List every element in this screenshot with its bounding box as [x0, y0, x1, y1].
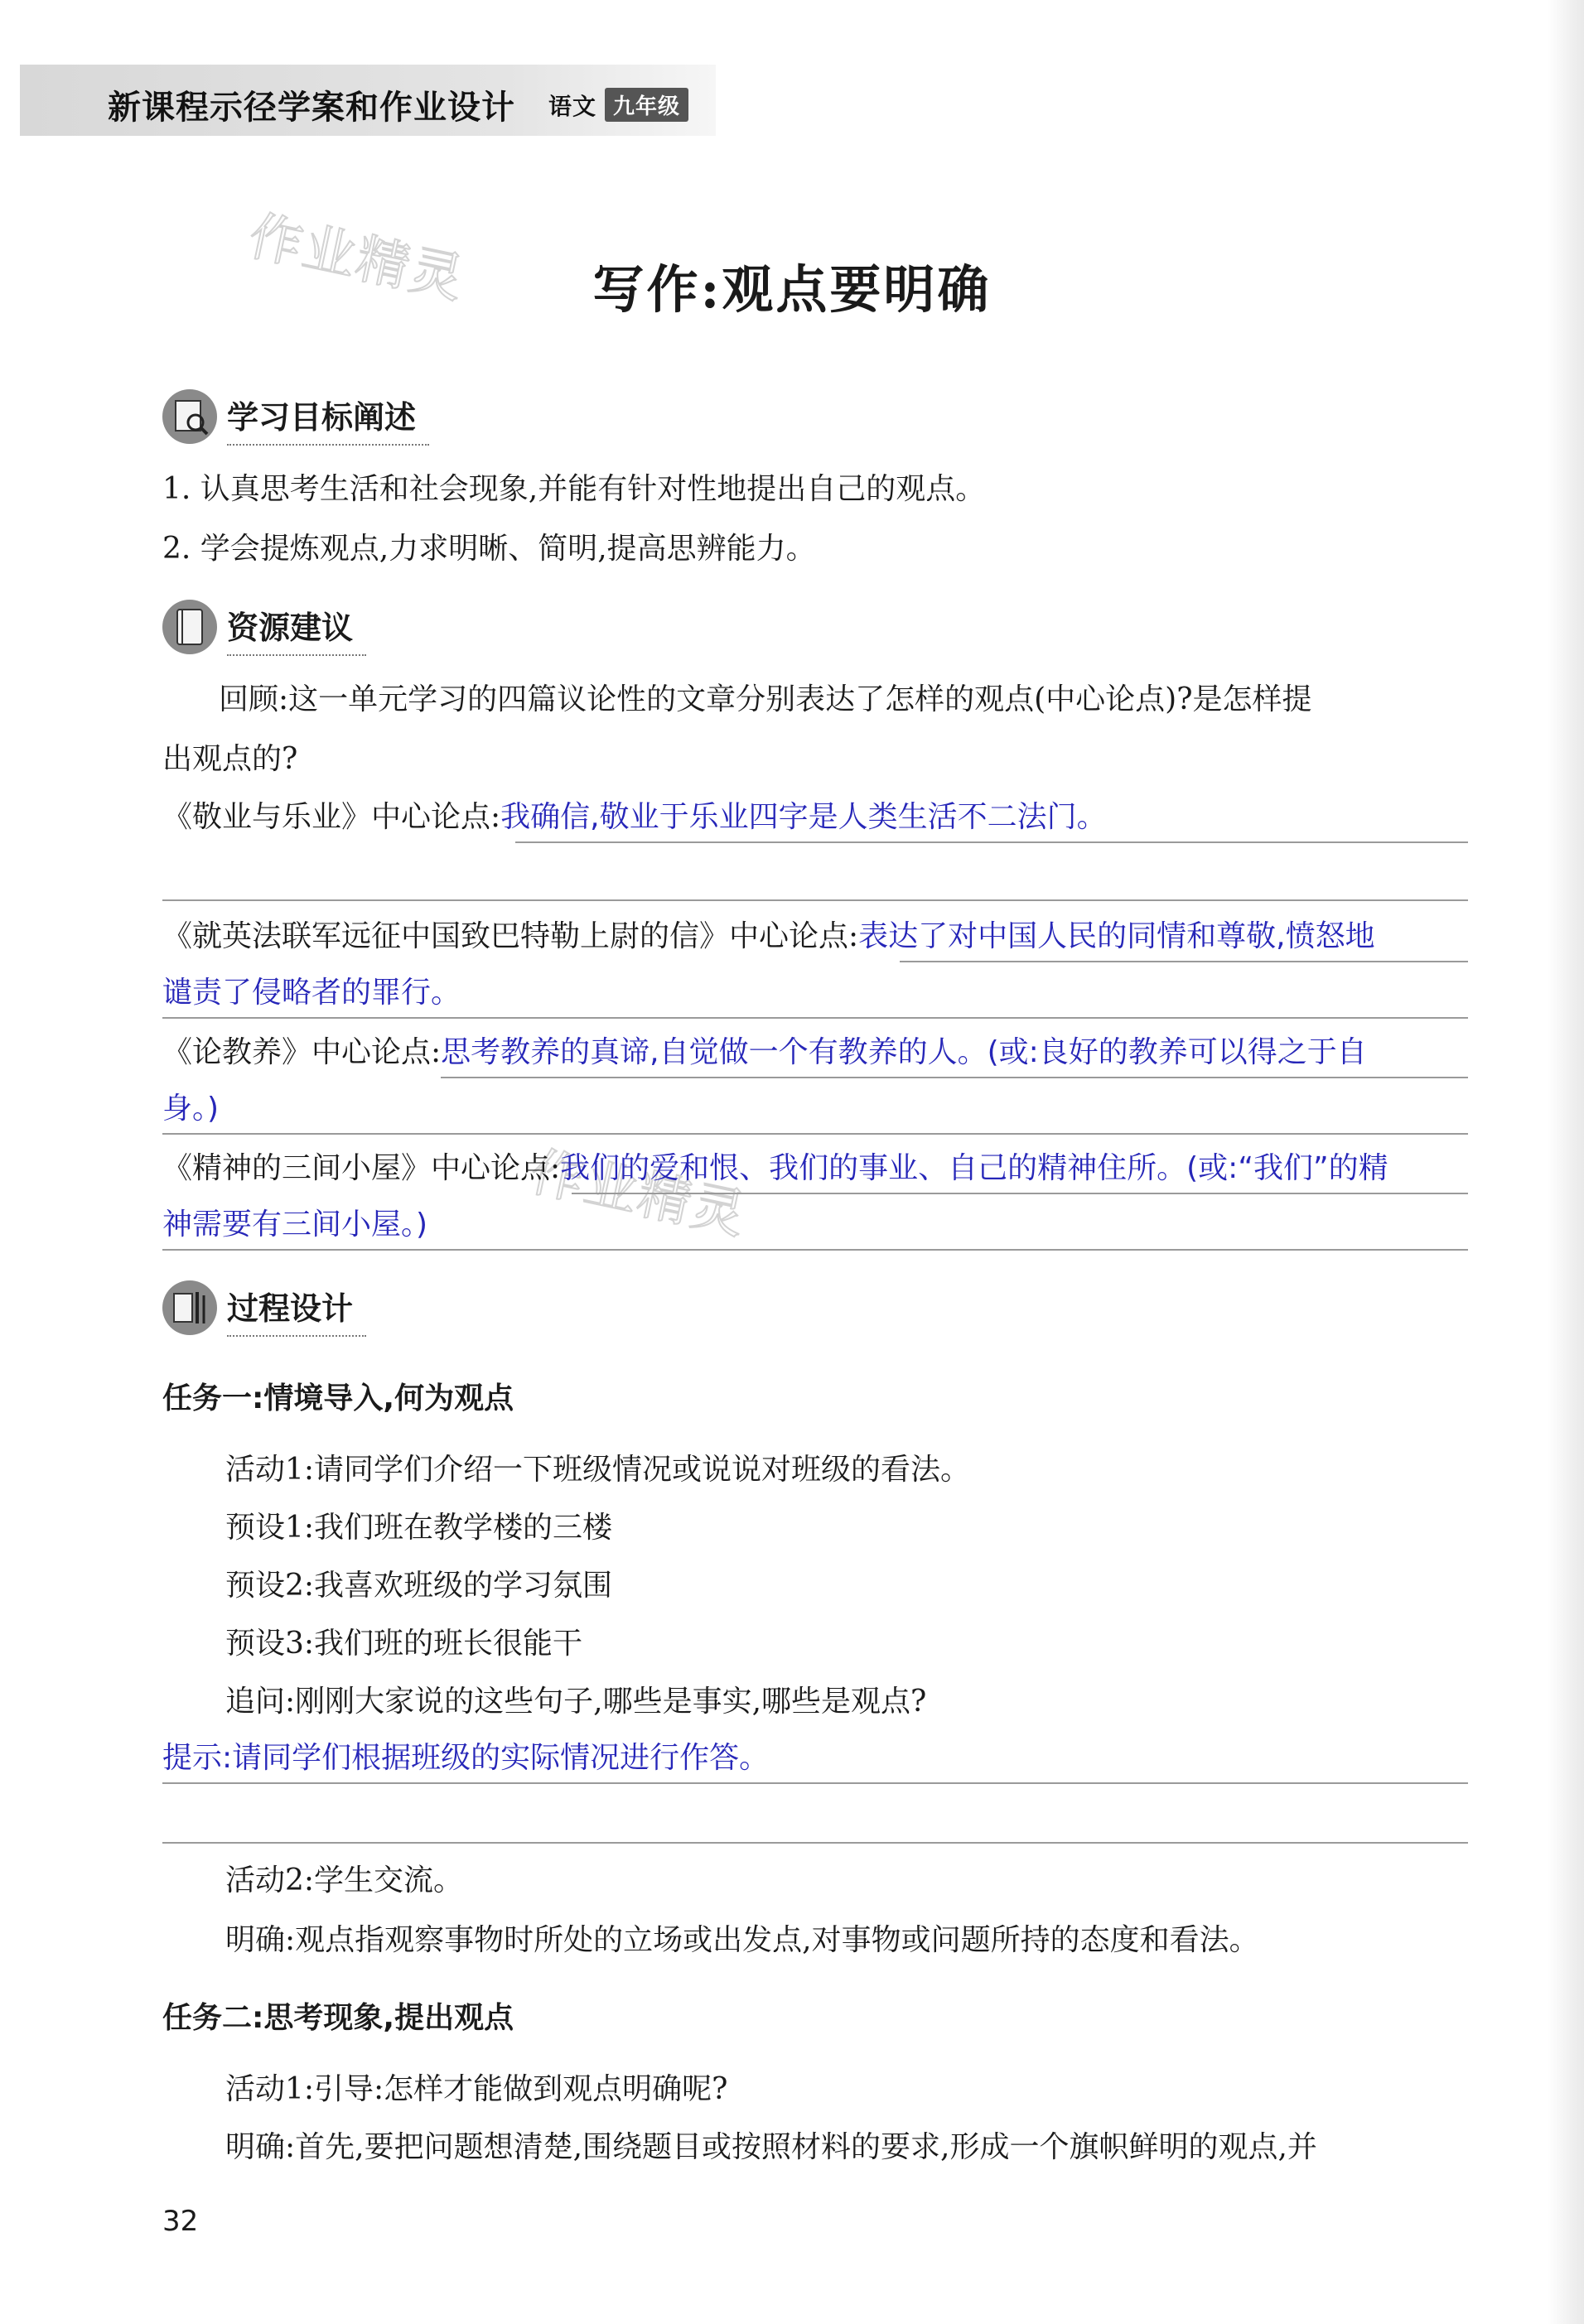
- answer-underline: [162, 899, 1468, 901]
- entry-answer-cont: 谴责了侵略者的罪行。: [162, 976, 461, 1010]
- book-title: 新课程示径学案和作业设计: [108, 89, 515, 127]
- answer-underline: [572, 1193, 1468, 1194]
- goal-item: 2. 学会提炼观点,力求明晰、简明,提高思辨能力。: [162, 532, 816, 566]
- preset-line: 预设2:我喜欢班级的学习氛围: [225, 1569, 613, 1603]
- tools-icon: [162, 1280, 217, 1335]
- answer-underline: [162, 1782, 1468, 1784]
- clarify-line: 明确:首先,要把问题想清楚,围绕题目或按照材料的要求,形成一个旗帜鲜明的观点,并: [225, 2130, 1317, 2164]
- entry-answer-cont: 神需要有三间小屋。): [162, 1208, 428, 1242]
- clarify-line: 明确:观点指观察事物时所处的立场或出发点,对事物或问题所持的态度和看法。: [225, 1923, 1259, 1957]
- section-heading-process: [162, 1280, 353, 1335]
- argument-entry: [162, 798, 1107, 837]
- watermark-logo: 作业精灵: [243, 205, 471, 311]
- subject-label: 语文: [548, 92, 597, 120]
- task-title: 任务二:思考现象,提出观点: [162, 2001, 514, 2035]
- argument-entry: [162, 1034, 1367, 1073]
- entry-label: 《就英法联军远征中国致巴特勒上尉的信》中心论点:: [162, 919, 859, 953]
- entry-label: 《精神的三间小屋》中心论点:: [162, 1151, 561, 1185]
- section-title: 资源建议: [227, 602, 353, 653]
- activity-line: 活动1:引导:怎样才能做到观点明确呢?: [225, 2072, 728, 2106]
- question-line: 追问:刚刚大家说的这些句子,哪些是事实,哪些是观点?: [225, 1685, 927, 1719]
- preset-line: 预设1:我们班在教学楼的三楼: [225, 1511, 613, 1545]
- activity-line: 活动1:请同学们介绍一下班级情况或说说对班级的看法。: [225, 1453, 971, 1487]
- activity-line: 活动2:学生交流。: [225, 1864, 464, 1897]
- answer-underline: [162, 1017, 1468, 1019]
- book-icon: [162, 600, 217, 654]
- answer-underline: [900, 961, 1468, 962]
- section-heading-goals: [162, 389, 416, 444]
- running-header: [108, 81, 688, 128]
- entry-answer: 思考教养的真谛,自觉做一个有教养的人。(或:良好的教养可以得之于自: [441, 1035, 1367, 1069]
- argument-entry: [162, 918, 1375, 957]
- entry-label: 《敬业与乐业》中心论点:: [162, 800, 501, 834]
- page-title: 写作:观点要明确: [592, 259, 992, 320]
- preset-line: 预设3:我们班的班长很能干: [225, 1627, 583, 1661]
- entry-label: 《论教养》中心论点:: [162, 1035, 442, 1069]
- answer-underline: [515, 841, 1468, 843]
- resources-intro: 回顾:这一单元学习的四篇议论性的文章分别表达了怎样的观点(中心论点)?是怎样提: [219, 682, 1312, 716]
- entry-answer: 我确信,敬业于乐业四字是人类生活不二法门。: [500, 800, 1107, 834]
- grade-badge: 九年级: [605, 88, 688, 122]
- watermark-logo: 作业精灵: [524, 1141, 752, 1247]
- page-number: 32: [162, 2205, 199, 2238]
- entry-answer: 我们的爱和恨、我们的事业、自己的精神住所。(或:“我们”的精: [560, 1151, 1388, 1185]
- entry-answer: 表达了对中国人民的同情和尊敬,愤怒地: [858, 919, 1375, 953]
- section-heading-resources: [162, 600, 353, 654]
- goal-item: 1. 认真思考生活和社会现象,并能有针对性地提出自己的观点。: [162, 472, 986, 506]
- page-edge-shadow: [1548, 0, 1584, 2324]
- argument-entry: [162, 1150, 1388, 1189]
- hint-answer: 提示:请同学们根据班级的实际情况进行作答。: [162, 1741, 770, 1775]
- resources-intro-cont: 出观点的?: [162, 742, 298, 776]
- answer-underline: [162, 1249, 1468, 1251]
- entry-answer-cont: 身。): [162, 1092, 220, 1126]
- task-title: 任务一:情境导入,何为观点: [162, 1381, 514, 1415]
- answer-underline: [441, 1077, 1468, 1078]
- section-title: 学习目标阐述: [227, 392, 416, 442]
- answer-underline: [162, 1842, 1468, 1844]
- section-title: 过程设计: [227, 1283, 353, 1333]
- magnifier-icon: [162, 389, 217, 444]
- answer-underline: [162, 1133, 1468, 1135]
